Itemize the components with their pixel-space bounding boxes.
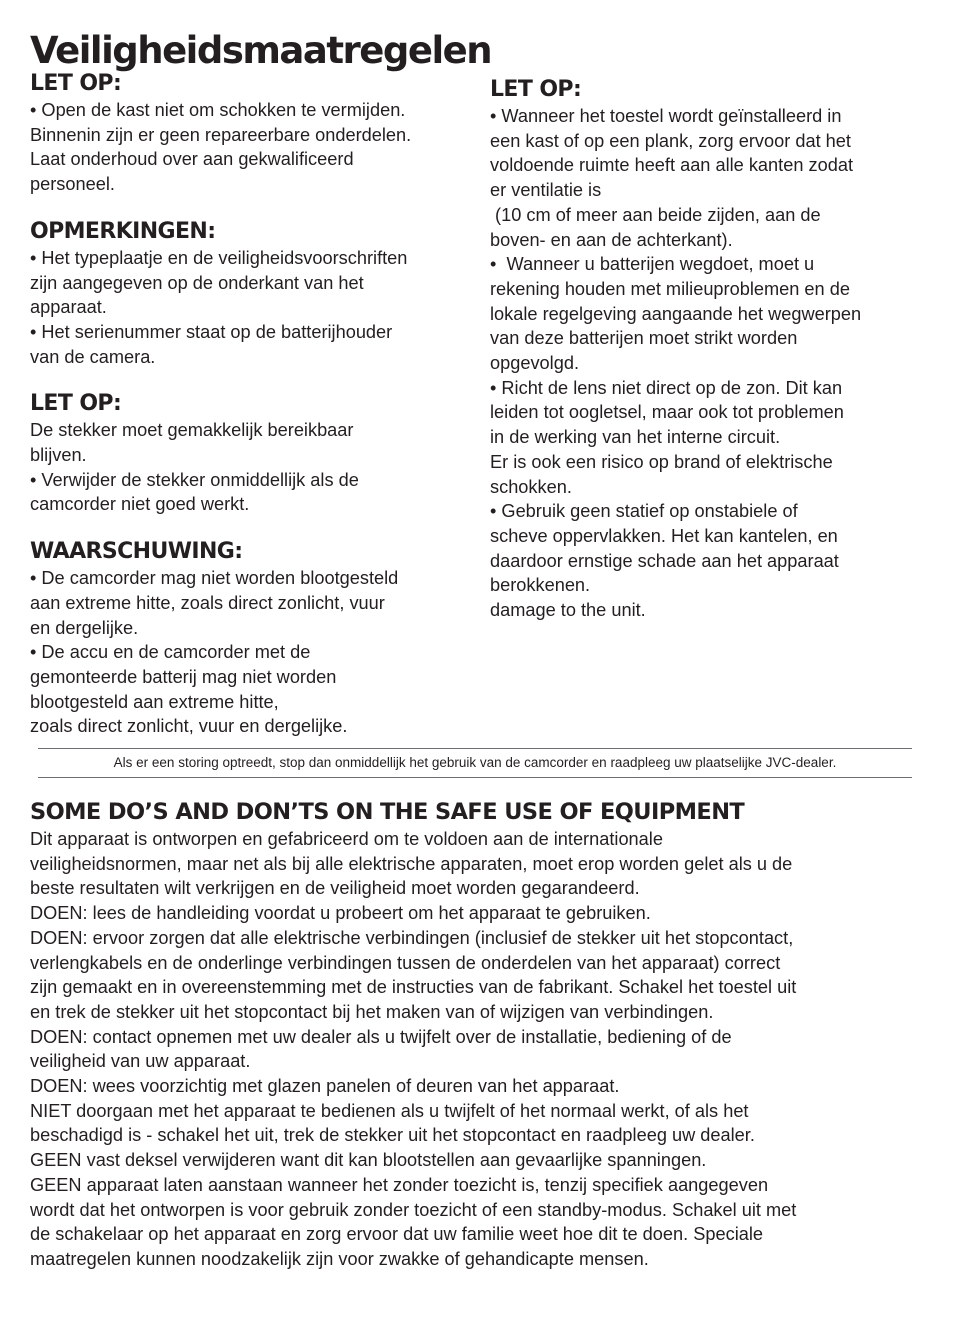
section-heading: LET OP: xyxy=(30,71,122,96)
section-heading: OPMERKINGEN: xyxy=(30,218,216,244)
section-body xyxy=(490,104,930,598)
section-body xyxy=(30,246,480,370)
stray-english-text: damage to the unit. xyxy=(490,600,646,621)
text-line: DOEN: contact opnemen met uw dealer als u twijfelt over de installatie, bediening of de xyxy=(30,1026,732,1047)
text-line: de schakelaar op het apparaat en zorg ervoor dat uw familie weet hoe dit te doen. Speciale xyxy=(30,1224,764,1245)
section-body xyxy=(30,418,480,517)
text-line: De stekker moet gemakkelijk bereikbaar xyxy=(30,420,354,441)
text-line: in de werking van het interne circuit. xyxy=(490,427,781,448)
text-line: aan extreme hitte, zoals direct zonlicht, vuur xyxy=(30,592,385,613)
text-line: Dit apparaat is ontworpen en gefabriceerd om te voldoen aan de internationale xyxy=(30,829,663,849)
text-line: er ventilatie is xyxy=(490,180,602,201)
text-line: • Richt de lens niet direct op de zon. Dit kan xyxy=(490,377,843,398)
text-line: • Het serienummer staat op de batterijhouder xyxy=(30,321,393,342)
text-line: GEEN vast deksel verwijderen want dit kan blootstellen aan gevaarlijke spanningen. xyxy=(30,1150,707,1171)
text-line: berokkenen. xyxy=(490,575,591,596)
text-line: DOEN: lees de handleiding voordat u probeert om het apparaat te gebruiken. xyxy=(30,903,651,924)
section-body xyxy=(30,566,480,739)
text-line: schokken. xyxy=(490,476,572,497)
text-line: zijn gemaakt en in overeenstemming met de instructies van de fabrikant. Schakel het toestel uit xyxy=(30,977,797,998)
text-line: leiden tot oogletsel, maar ook tot problemen xyxy=(490,402,844,423)
text-line: DOEN: wees voorzichtig met glazen panelen of deuren van het apparaat. xyxy=(30,1076,620,1097)
text-line: beschadigd is - schakel het uit, trek de stekker uit het stopcontact en raadpleeg uw dealer. xyxy=(30,1125,755,1146)
text-line: van de camera. xyxy=(30,346,156,367)
text-line: personeel. xyxy=(30,174,115,195)
left-column xyxy=(30,70,480,760)
text-line: veiligheid van uw apparaat. xyxy=(30,1051,251,1072)
text-line: • Verwijder de stekker onmiddellijk als de xyxy=(30,469,359,490)
text-line: blootgesteld aan extreme hitte, xyxy=(30,691,279,712)
right-column xyxy=(490,76,930,644)
text-line: een kast of op een plank, zorg ervoor dat het xyxy=(490,130,851,151)
text-line: • Het typeplaatje en de veiligheidsvoorschriften xyxy=(30,247,408,268)
section-body xyxy=(30,98,480,197)
text-line: en trek de stekker uit het stopcontact bij het maken van of wijzigen van verbindingen. xyxy=(30,1001,714,1022)
malfunction-notice: Als er een storing optreedt, stop dan onmiddellijk het gebruik van de camcorder en raadpleeg uw plaatselijke JVC-dealer. xyxy=(38,748,912,778)
text-line: • De camcorder mag niet worden blootgesteld xyxy=(30,568,399,589)
section-heading: WAARSCHUWING: xyxy=(30,539,243,565)
text-line: camcorder niet goed werkt. xyxy=(30,494,250,515)
safe-use-section xyxy=(30,797,930,1272)
text-line: • De accu en de camcorder met de xyxy=(30,642,311,663)
text-line: beste resultaten wilt verkrijgen en de veiligheid moet worden gegarandeerd. xyxy=(30,878,640,899)
text-line: gemonteerde batterij mag niet worden xyxy=(30,666,337,687)
warning-section xyxy=(30,538,480,739)
text-line: • Gebruik geen statief op onstabiele of xyxy=(490,501,798,522)
text-line: Er is ook een risico op brand of elektrische xyxy=(490,451,833,472)
installation-caution-section xyxy=(490,76,930,623)
page-title: Veiligheidsmaatregelen xyxy=(30,29,492,72)
text-line: opgevolgd. xyxy=(490,353,579,374)
text-line: • Wanneer u batterijen wegdoet, moet u xyxy=(490,254,815,275)
text-line: rekening houden met milieuproblemen en de xyxy=(490,278,850,299)
section-heading: LET OP: xyxy=(490,77,582,102)
plug-caution-section xyxy=(30,390,480,517)
text-line: scheve oppervlakken. Het kan kantelen, en xyxy=(490,525,838,546)
text-line: daardoor ernstige schade aan het apparaat xyxy=(490,550,839,571)
text-line: zoals direct zonlicht, vuur en dergelijke. xyxy=(30,716,348,737)
text-line: maatregelen kunnen noodzakelijk zijn voor zwakke of gehandicapte mensen. xyxy=(30,1248,649,1269)
text-line: DOEN: ervoor zorgen dat alle elektrische verbindingen (inclusief de stekker uit het stopcontact, xyxy=(30,927,794,948)
text-line: verlengkabels en de onderlinge verbindingen tussen de onderdelen van het apparaat) correct xyxy=(30,952,781,973)
text-line: en dergelijke. xyxy=(30,617,139,638)
text-line: blijven. xyxy=(30,445,87,466)
text-line: voldoende ruimte heeft aan alle kanten zodat xyxy=(490,155,853,176)
section-body xyxy=(30,827,930,1272)
text-line: veiligheidsnormen, maar net als bij alle elektrische apparaten, moet erop worden gelet als u de xyxy=(30,853,793,874)
text-line: zijn aangegeven op de onderkant van het xyxy=(30,272,364,293)
text-line: van deze batterijen moet strikt worden xyxy=(490,328,798,349)
text-line: apparaat. xyxy=(30,297,107,318)
caution-section xyxy=(30,70,480,197)
section-heading: LET OP: xyxy=(30,391,122,417)
text-line: • Open de kast niet om schokken te vermijden. xyxy=(30,100,406,120)
text-line: • Wanneer het toestel wordt geïnstalleerd in xyxy=(490,106,842,126)
text-line: (10 cm of meer aan beide zijden, aan de xyxy=(490,204,821,225)
text-line: lokale regelgeving aangaande het wegwerpen xyxy=(490,303,862,324)
text-line: boven- en aan de achterkant). xyxy=(490,229,733,250)
text-line: Binnenin zijn er geen repareerbare onderdelen. xyxy=(30,124,412,145)
section-heading: SOME DO’S AND DON’TS ON THE SAFE USE OF EQUIPMENT xyxy=(30,799,745,825)
text-line: Laat onderhoud over aan gekwalificeerd xyxy=(30,149,354,170)
text-line: NIET doorgaan met het apparaat te bedienen als u twijfelt of het normaal werkt, of als het xyxy=(30,1100,749,1121)
remarks-section xyxy=(30,218,480,370)
text-line: GEEN apparaat laten aanstaan wanneer het zonder toezicht is, tenzij specifiek aangegeven xyxy=(30,1174,769,1195)
text-line: wordt dat het ontworpen is voor gebruik zonder toezicht of een standby-modus. Schakel uit met xyxy=(30,1199,797,1220)
